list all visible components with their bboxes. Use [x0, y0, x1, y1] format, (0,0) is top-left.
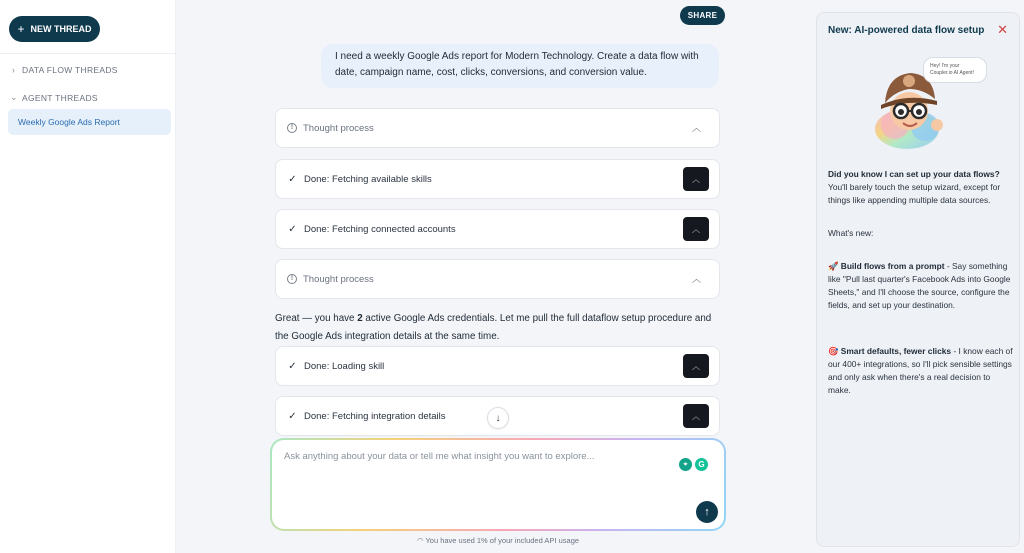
api-usage-note [270, 536, 726, 545]
sidebar-group-label: DATA FLOW THREADS [22, 65, 118, 75]
credential-count: 2 [357, 313, 363, 324]
whats-new-heading: What's new: [828, 228, 874, 238]
sidebar-item-weekly-google-ads-report[interactable] [8, 109, 171, 135]
sidebar-group-label: AGENT THREADS [22, 92, 98, 103]
mascot-speech-bubble: Hey! I'm your Coupler.io AI Agent! [923, 57, 987, 83]
sidebar-group-data-flow-threads[interactable] [10, 65, 118, 75]
chevron-down-icon: ⌄ [10, 92, 18, 102]
arrow-up-icon: ↑ [704, 506, 710, 518]
chevron-up-icon[interactable]: ︿ [691, 274, 701, 284]
info-icon: ! [287, 274, 297, 284]
step-label: Thought process [303, 122, 374, 134]
user-message: I need a weekly Google Ads report for Modern Technology. Create a data flow with date, campaign name, cost, clicks, conversions, and conversion value. [321, 44, 719, 88]
chat-input-container [270, 438, 726, 531]
step-label: Done: Fetching integration details [304, 410, 446, 422]
sidebar-item-label: Weekly Google Ads Report [18, 117, 120, 127]
expand-step-button[interactable]: ︿ [683, 354, 709, 378]
feature-title: Build flows from a prompt [840, 261, 945, 271]
chat-input[interactable] [284, 451, 664, 481]
chevron-up-icon[interactable]: ︿ [691, 123, 701, 133]
sidebar [0, 0, 176, 553]
pin-extension-icon[interactable]: ⌖ [679, 458, 692, 471]
chat-input-box [272, 440, 724, 529]
assistant-message [275, 310, 725, 346]
extension-icons [679, 458, 708, 471]
intro-text: You'll barely touch the setup wizard, except for things like appending multiple data sources. [828, 182, 1001, 205]
info-icon: ! [287, 123, 297, 133]
expand-step-button[interactable]: ︿ [683, 404, 709, 428]
rocket-icon: 🚀 [828, 261, 839, 271]
step-loading-skill [275, 346, 720, 386]
intro-heading: Did you know I can set up your data flows? [828, 169, 1000, 179]
step-label: Done: Loading skill [304, 360, 385, 372]
grammarly-icon[interactable]: G [695, 458, 708, 471]
feature-text: - Say something like "Pull last quarter's Facebook Ads into Google Sheets," and I'll choose the source, configure the fields, and set up your destination. [828, 261, 1011, 310]
expand-step-button[interactable]: ︿ [683, 217, 709, 241]
check-icon: ✓ [288, 223, 297, 235]
scroll-down-button[interactable] [487, 407, 509, 429]
sidebar-group-agent-threads[interactable] [10, 92, 98, 103]
share-button[interactable]: SHARE [680, 6, 725, 25]
usage-text: You have used 1% of your included API usage [425, 536, 580, 545]
chevron-right-icon: › [11, 65, 16, 75]
thought-process-step[interactable] [275, 108, 720, 148]
step-label: Done: Fetching available skills [304, 173, 432, 185]
sidebar-divider [0, 53, 175, 54]
announcement-panel [816, 12, 1020, 547]
feature-build-from-prompt [828, 260, 1014, 312]
assistant-text-before: Great — you have [275, 313, 358, 324]
arrow-down-icon: ↓ [495, 412, 501, 424]
plus-icon: + [17, 22, 25, 36]
feature-text: - I know each of our 400+ integrations, so I'll pick sensible settings and only ask when there's a real decision to make. [828, 346, 1013, 395]
new-thread-label: NEW THREAD [30, 24, 92, 34]
send-button[interactable] [696, 501, 718, 523]
thought-process-step[interactable] [275, 259, 720, 299]
target-icon: 🎯 [828, 346, 839, 356]
step-fetching-connected-accounts [275, 209, 720, 249]
assistant-text-after: active Google Ads credentials. Let me pull the full dataflow setup procedure and the Google Ads integration details at the same time. [275, 313, 712, 342]
close-icon[interactable]: ✕ [997, 22, 1008, 37]
gauge-icon: ◠ [416, 536, 424, 545]
step-label: Thought process [303, 273, 374, 285]
panel-title: New: AI-powered data flow setup [828, 25, 985, 36]
expand-step-button[interactable]: ︿ [683, 167, 709, 191]
new-thread-button[interactable] [9, 16, 100, 42]
feature-title: Smart defaults, fewer clicks [840, 346, 952, 356]
check-icon: ✓ [288, 173, 297, 185]
check-icon: ✓ [288, 360, 297, 372]
feature-smart-defaults [828, 345, 1014, 397]
step-label: Done: Fetching connected accounts [304, 223, 456, 235]
check-icon: ✓ [288, 410, 297, 422]
panel-intro [828, 168, 1014, 207]
step-fetching-available-skills [275, 159, 720, 199]
